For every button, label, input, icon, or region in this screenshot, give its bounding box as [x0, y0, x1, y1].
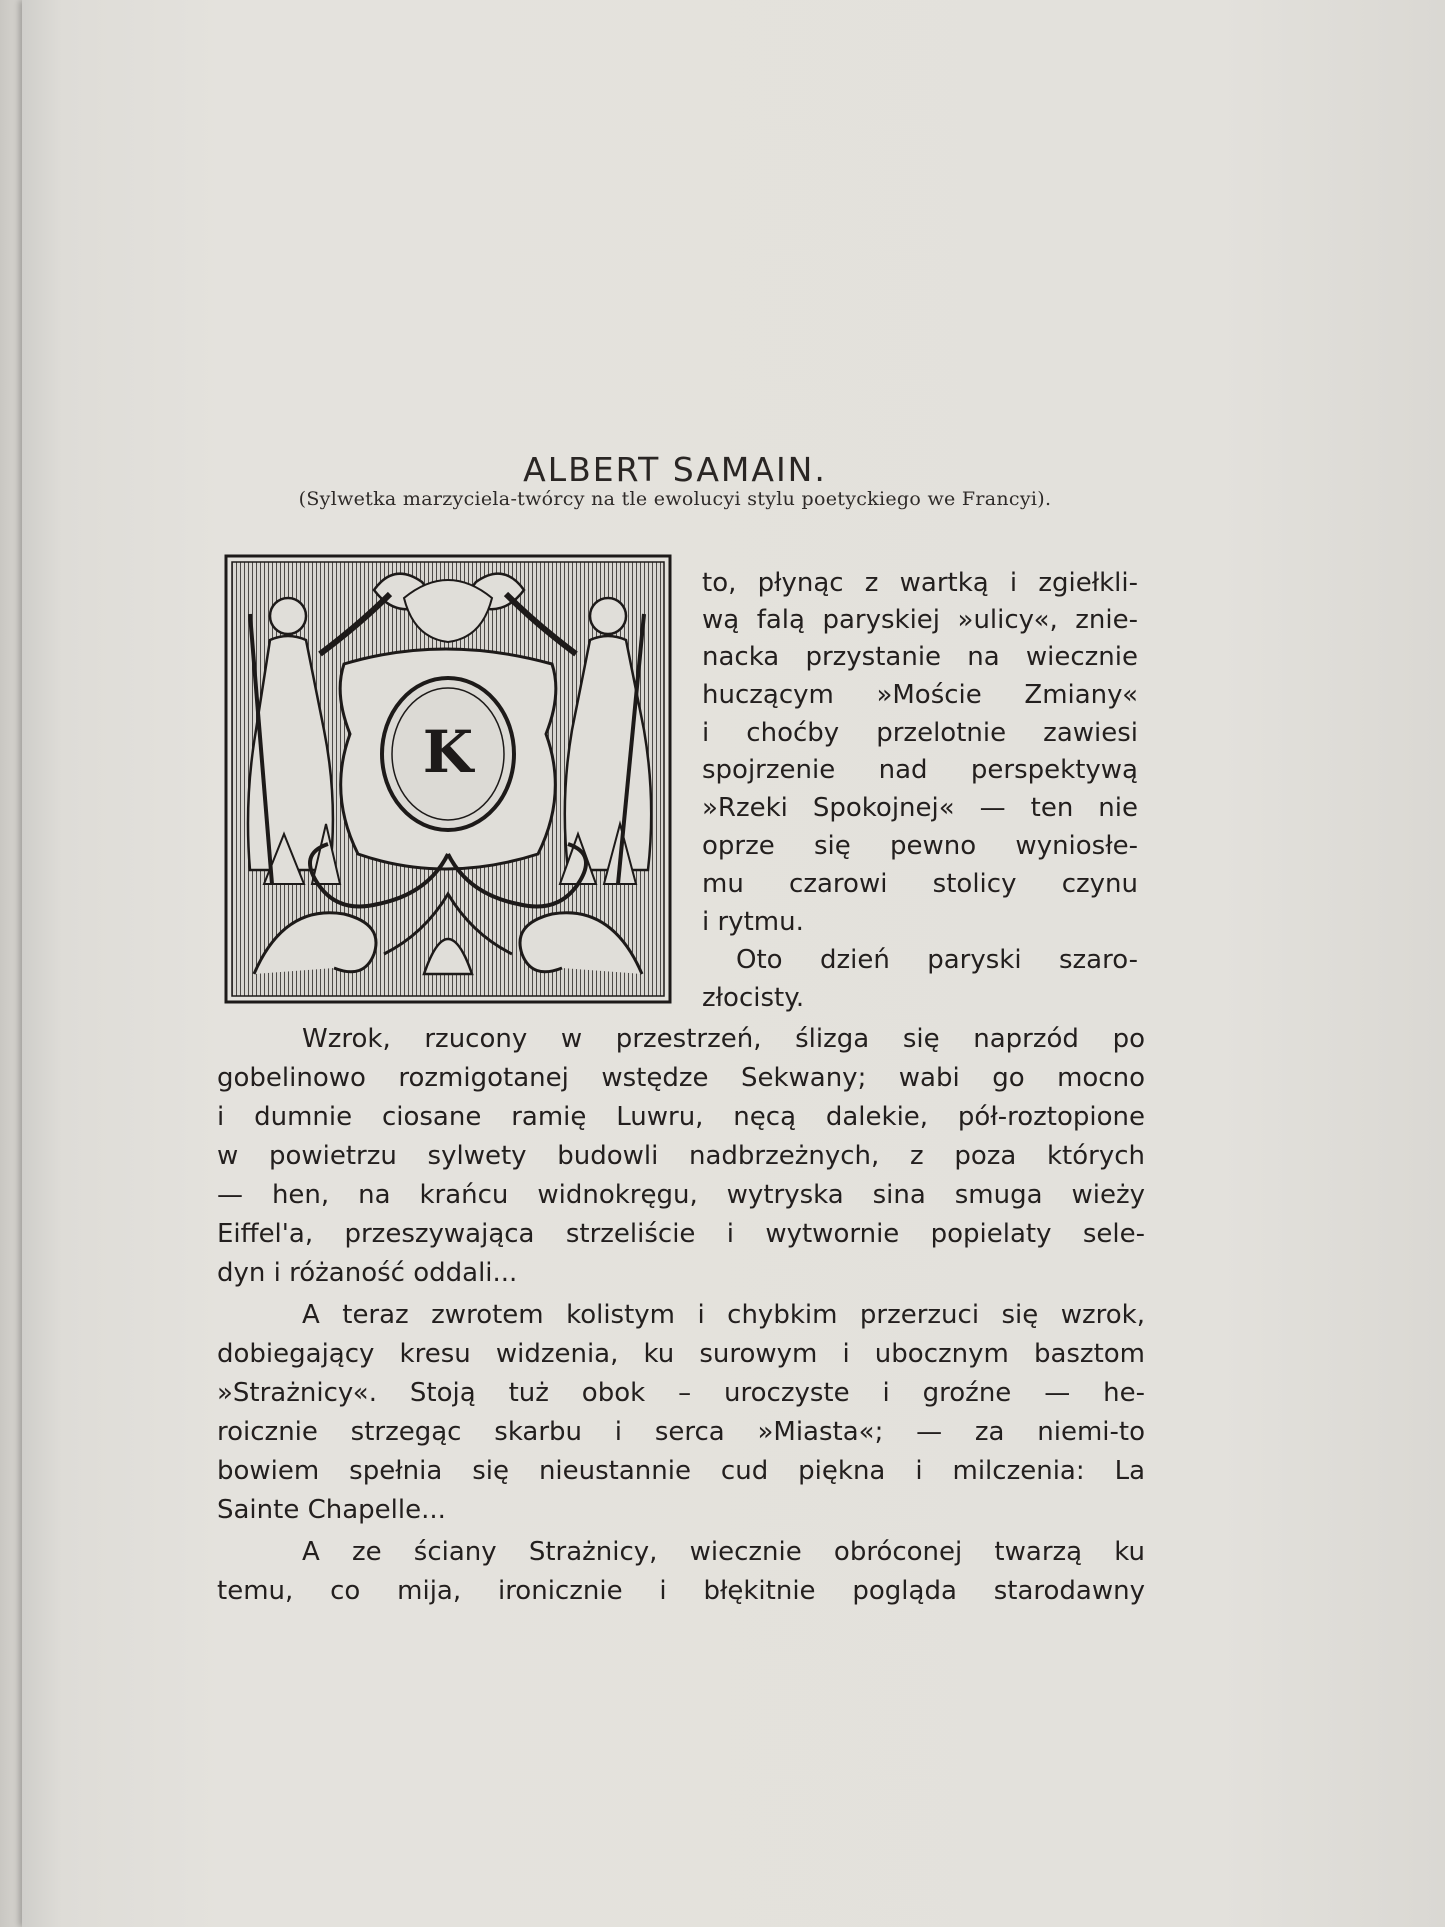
text-line: to, płynąc z wartką i zgiełkli- [702, 568, 1138, 598]
text-line: gobelinowo rozmigotanej wstędze Sekwany; wabi go mocno [217, 1063, 1145, 1093]
text-line: »Rzeki Spokojnej« — ten nie [702, 793, 1138, 823]
text-line: bowiem spełnia się nieustannie cud piękna i milczenia: La [217, 1456, 1145, 1486]
text-line: — hen, na krańcu widnokręgu, wytryska sina smuga wieży [217, 1180, 1145, 1210]
text-line: i dumnie ciosane ramię Luwru, nęcą dalekie, pół-roztopione [217, 1102, 1145, 1132]
article-title: ALBERT SAMAIN. [523, 450, 827, 490]
text-line: »Strażnicy«. Stoją tuż obok – uroczyste i groźne — he- [217, 1378, 1145, 1408]
text-line: Sainte Chapelle... [217, 1495, 446, 1525]
page-edge [0, 0, 22, 1927]
text-line: huczącym »Moście Zmiany« [702, 680, 1138, 710]
decorative-initial-vignette [224, 554, 672, 1004]
text-line: Oto dzień paryski szaro- [736, 945, 1138, 975]
text-line: spojrzenie nad perspektywą [702, 755, 1138, 785]
text-line: Wzrok, rzucony w przestrzeń, ślizga się naprzód po [302, 1024, 1145, 1054]
text-line: w powietrzu sylwety budowli nadbrzeżnych, z poza których [217, 1141, 1145, 1171]
text-line: mu czarowi stolicy czynu [702, 869, 1138, 899]
text-line: nacka przystanie na wiecznie [702, 642, 1138, 672]
text-line: i rytmu. [702, 907, 804, 937]
text-line: roicznie strzegąc skarbu i serca »Miasta«; — za niemi-to [217, 1417, 1145, 1447]
text-line: A ze ściany Strażnicy, wiecznie obróconej twarzą ku [302, 1537, 1145, 1567]
text-line: wą falą paryskiej »ulicy«, znie- [702, 605, 1138, 635]
text-line: oprze się pewno wyniosłe- [702, 831, 1138, 861]
text-line: A teraz zwrotem kolistym i chybkim przerzuci się wzrok, [302, 1300, 1145, 1330]
text-line: złocisty. [702, 983, 805, 1013]
article-subtitle: (Sylwetka marzyciela-twórcy na tle ewolucyi stylu poetyckiego we Francyi). [298, 488, 1052, 510]
text-line: i choćby przelotnie zawiesi [702, 718, 1138, 748]
text-line: dobiegający kresu widzenia, ku surowym i ubocznym basztom [217, 1339, 1145, 1369]
text-line: Eiffel'a, przeszywająca strzeliście i wytwornie popielaty sele- [217, 1219, 1145, 1249]
text-line: temu, co mija, ironicznie i błękitnie pogląda starodawny [217, 1576, 1145, 1606]
initial-letter-k: K [422, 718, 474, 786]
text-line: dyn i różaność oddali... [217, 1258, 518, 1288]
